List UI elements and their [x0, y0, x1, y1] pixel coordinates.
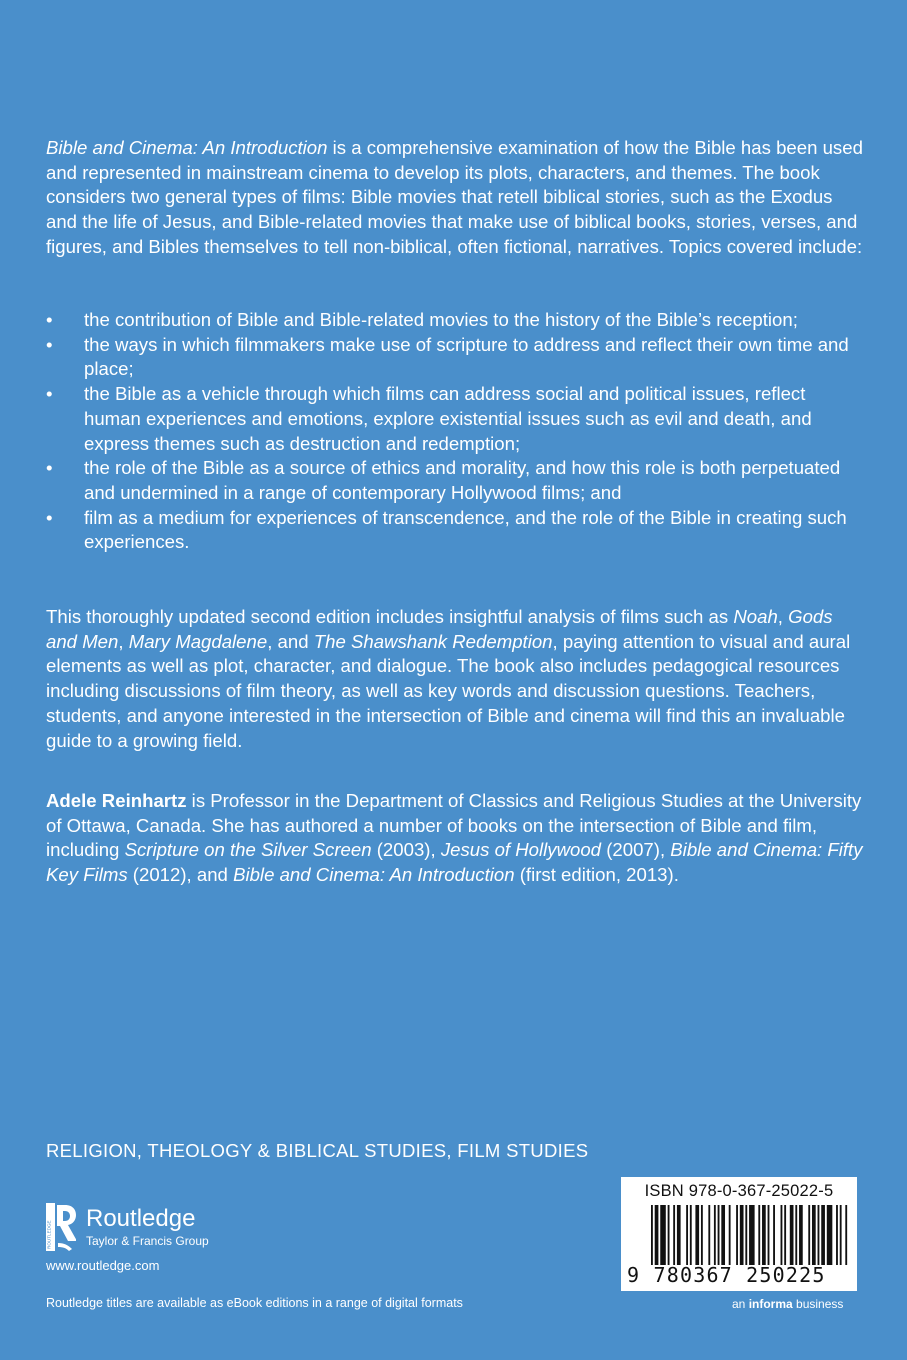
barcode-bar	[721, 1205, 725, 1265]
film-title: Noah	[733, 606, 778, 627]
publisher-name: Routledge	[86, 1205, 196, 1232]
barcode-bar	[673, 1205, 675, 1265]
informa-tagline	[732, 1297, 843, 1311]
intro-text: is a comprehensive examination of how the Bible has been used and represented in mainstream cinema to develop its plots, characters, and themes. The book considers two general types of films: Bible movies that retell biblical stories, such as the Exodus and the life of Jesus, and Bible-related movies that make use of biblical books, stories, verses, and figures, and Bibles themselves to tell non-biblical, often fictional, narratives. Topics covered include:	[46, 137, 863, 257]
barcode-bar	[808, 1205, 810, 1265]
book-title: Bible and Cinema: An Introduction	[233, 864, 515, 886]
isbn-label: ISBN 978-0-367-25022-5	[644, 1182, 834, 1200]
barcode-bar	[740, 1205, 744, 1265]
bullet-marker: •	[46, 506, 53, 528]
text: (first edition, 2013).	[514, 864, 679, 886]
ebook-note: Routledge titles are available as eBook editions in a range of digital formats	[46, 1296, 463, 1310]
barcode-bar	[708, 1205, 710, 1265]
book-title: Jesus of Hollywood	[440, 839, 602, 861]
list-item-text: film as a medium for experiences of transcendence, and the role of the Bible in creating such experiences.	[84, 506, 847, 553]
barcode-bar	[821, 1205, 825, 1265]
barcode-bar	[773, 1205, 775, 1265]
list-item-text: the ways in which filmmakers make use of scripture to address and reflect their own time and place;	[84, 333, 849, 380]
text: , paying attention to visual and aural elements as well as plot, character, and dialogue. The book also includes pedagogical resources including discussions of film theory, as well as key words and discussion questions. Teachers, students, and anyone interested in the intersection of Bible and cinema will find this an invaluable guide to a growing field.	[46, 630, 851, 751]
publisher-group: Taylor & Francis Group	[86, 1234, 209, 1248]
bullet-marker: •	[46, 309, 53, 330]
second-edition-paragraph	[46, 605, 864, 753]
informa-brand: informa	[748, 1297, 793, 1311]
isbn-barcode	[621, 1177, 857, 1291]
barcode-bar	[795, 1205, 797, 1265]
barcode-digits: 9 780367 250225	[627, 1263, 826, 1287]
barcode-bar	[686, 1205, 688, 1265]
barcode-bar	[827, 1205, 833, 1265]
list-item-text: the contribution of Bible and Bible-related movies to the history of the Bible’s reception;	[84, 309, 798, 330]
barcode-bar	[690, 1205, 692, 1265]
text: is Professor in the Department of Classics and Religious Studies at the University of Ottawa, Canada. She has authored a number of books on the intersection of Bible and film, including	[46, 790, 862, 861]
film-title: Mary Magdalene	[128, 630, 268, 652]
barcode-bar	[714, 1205, 716, 1265]
publisher-url[interactable]: www.routledge.com	[46, 1258, 160, 1273]
text: ,	[118, 630, 129, 652]
book-title: Bible and Cinema: Fifty Key Films	[46, 839, 863, 886]
barcode-bar	[749, 1205, 755, 1265]
barcode-bar	[660, 1205, 666, 1265]
barcode-bar	[784, 1205, 786, 1265]
book-title: Scripture on the Silver Screen	[124, 839, 372, 861]
subject-categories: RELIGION, THEOLOGY & BIBLICAL STUDIES, FILM STUDIES	[46, 1140, 589, 1161]
logo-vertical-text: ROUTLEDGE	[46, 1220, 52, 1249]
barcode-bar	[668, 1205, 670, 1265]
text: (2003),	[371, 839, 441, 861]
barcode-bar	[781, 1205, 783, 1265]
intro-paragraph	[46, 136, 864, 260]
film-title: The Shawshank Redemption	[313, 630, 553, 652]
barcode-bar	[812, 1205, 816, 1265]
author-bio	[46, 789, 864, 888]
list-item	[46, 382, 864, 456]
barcode-bar	[701, 1205, 703, 1265]
barcode-bar	[677, 1205, 681, 1265]
text: (2007),	[601, 839, 671, 861]
barcode-bar	[836, 1205, 838, 1265]
barcode-bar	[729, 1205, 731, 1265]
barcode-bar	[840, 1205, 842, 1265]
text: (2012), and	[127, 864, 234, 886]
film-title: Gods and Men	[46, 606, 833, 652]
barcode-bar	[736, 1205, 738, 1265]
author-name: Adele Reinhartz	[46, 790, 187, 811]
barcode-bar	[762, 1205, 766, 1265]
text: an	[732, 1297, 749, 1311]
barcode-bar	[799, 1205, 803, 1265]
barcode-bar	[718, 1205, 720, 1265]
barcode-bars	[651, 1205, 849, 1265]
text: ,	[777, 606, 789, 627]
list-item	[46, 506, 864, 555]
text: This thoroughly updated second edition includes insightful analysis of films such as	[46, 606, 734, 627]
barcode-bar	[651, 1205, 653, 1265]
list-item-text: the role of the Bible as a source of ethics and morality, and how this role is both perpetuated and undermined in a range of contemporary Hollywood films; and	[84, 457, 841, 503]
list-item	[46, 308, 864, 333]
list-item	[46, 456, 864, 505]
bullet-marker: •	[46, 333, 53, 355]
bullet-marker: •	[46, 383, 53, 405]
barcode-bar	[655, 1205, 659, 1265]
topics-list	[46, 308, 864, 555]
barcode-bar	[818, 1205, 820, 1265]
list-item	[46, 333, 864, 382]
book-title: Bible and Cinema: An Introduction	[46, 137, 328, 158]
text: business	[792, 1297, 844, 1311]
text: , and	[267, 630, 314, 652]
barcode-bar	[845, 1205, 847, 1265]
bullet-marker: •	[46, 457, 53, 479]
barcode-bar	[695, 1205, 699, 1265]
barcode-bar	[790, 1205, 794, 1265]
routledge-r-icon	[46, 1203, 76, 1251]
list-item-text: the Bible as a vehicle through which films can address social and political issues, reflect human experiences and emotions, explore existential issues such as evil and death, and express themes such as destruction and redemption;	[84, 383, 812, 454]
barcode-bar	[758, 1205, 760, 1265]
barcode-bar	[745, 1205, 747, 1265]
barcode-bar	[768, 1205, 770, 1265]
routledge-logo	[46, 1203, 246, 1255]
